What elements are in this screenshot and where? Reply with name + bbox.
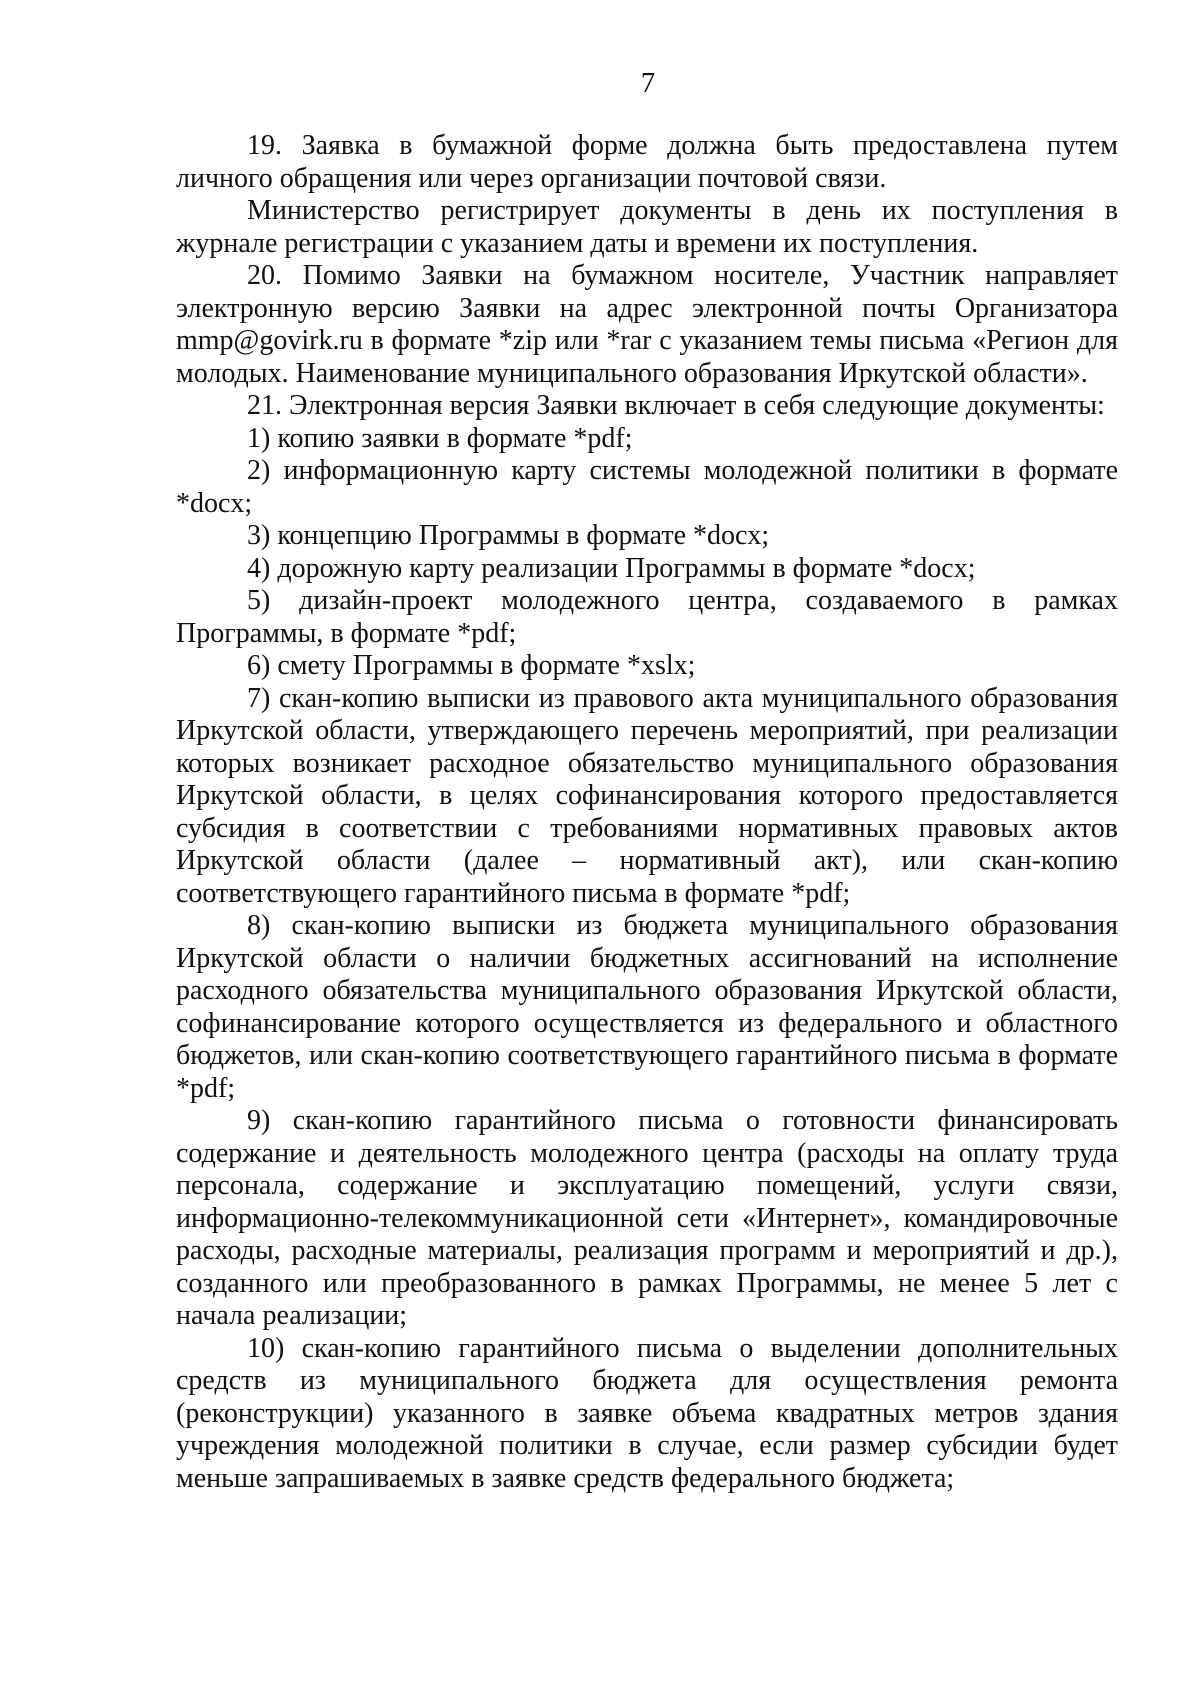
list-item-3: 3) концепцию Программы в формате *docx;	[247, 520, 770, 551]
list-item-4: 4) дорожную карту реализации Программы в формате *docx;	[247, 552, 976, 584]
paragraph-21: 21. Электронная версия Заявки включает в себя следующие документы:	[247, 390, 1105, 421]
list-item-1: 1) копию заявки в формате *pdf;	[247, 422, 633, 454]
paragraph-19: 19. Заявка в бумажной форме должна быть предоставлена путем личного обращения или через организации почтовой связи.	[176, 130, 1118, 194]
list-item-2: 2) информационную карту системы молодежной политики в формате *docx;	[176, 455, 1118, 519]
list-item-9: 9) скан-копию гарантийного письма о готовности финансировать содержание и деятельность молодежного центра (расходы на оплату труда персонала, содержание и эксплуатацию помещений, услуги связи, информационно-телекоммуникационной сети «Интернет», командировочные расходы, расходные материалы, реализация программ и мероприятий и др.), созданного или преобразованного в рамках Программы, не менее 5 лет с начала реализации;	[176, 1105, 1118, 1331]
paragraph-ministry-registration: Министерство регистрирует документы в день их поступления в журнале регистрации с указанием даты и времени их поступления.	[176, 195, 1118, 259]
document-body	[176, 130, 1118, 1495]
list-item-5: 5) дизайн-проект молодежного центра, создаваемого в рамках Программы, в формате *pdf;	[176, 585, 1118, 649]
list-item-7: 7) скан-копию выписки из правового акта муниципального образования Иркутской области, утверждающего перечень мероприятий, при реализации которых возникает расходное обязательство муниципального образования Иркутской области, в целях софинансирования которого предоставляется субсидия в соответствии с требованиями нормативных правовых актов Иркутской области (далее – нормативный акт), или скан-копию соответствующего гарантийного письма в формате *pdf;	[176, 682, 1118, 909]
list-item-10: 10) скан-копию гарантийного письма о выделении дополнительных средств из муниципального бюджета для осуществления ремонта (реконструкции) указанного в заявке объема квадратных метров здания учреждения молодежной политики в случае, если размер субсидии будет меньше запрашиваемых в заявке средств федерального бюджета;	[176, 1332, 1118, 1494]
paragraph-20: 20. Помимо Заявки на бумажном носителе, Участник направляет электронную версию Заявки на адрес электронной почты Организатора mmp@govirk.ru в формате *zip или *rar с указанием темы письма «Регион для молодых. Наименование муниципального образования Иркутской области».	[176, 260, 1118, 389]
list-item-6: 6) смету Программы в формате *xslx;	[247, 650, 696, 681]
page-number: 7	[640, 67, 656, 99]
list-item-8: 8) скан-копию выписки из бюджета муниципального образования Иркутской области о наличии бюджетных ассигнований на исполнение расходного обязательства муниципального образования Иркутской области, софинансирование которого осуществляется из федерального и областного бюджетов, или скан-копию соответствующего гарантийного письма в формате *pdf;	[176, 910, 1118, 1104]
